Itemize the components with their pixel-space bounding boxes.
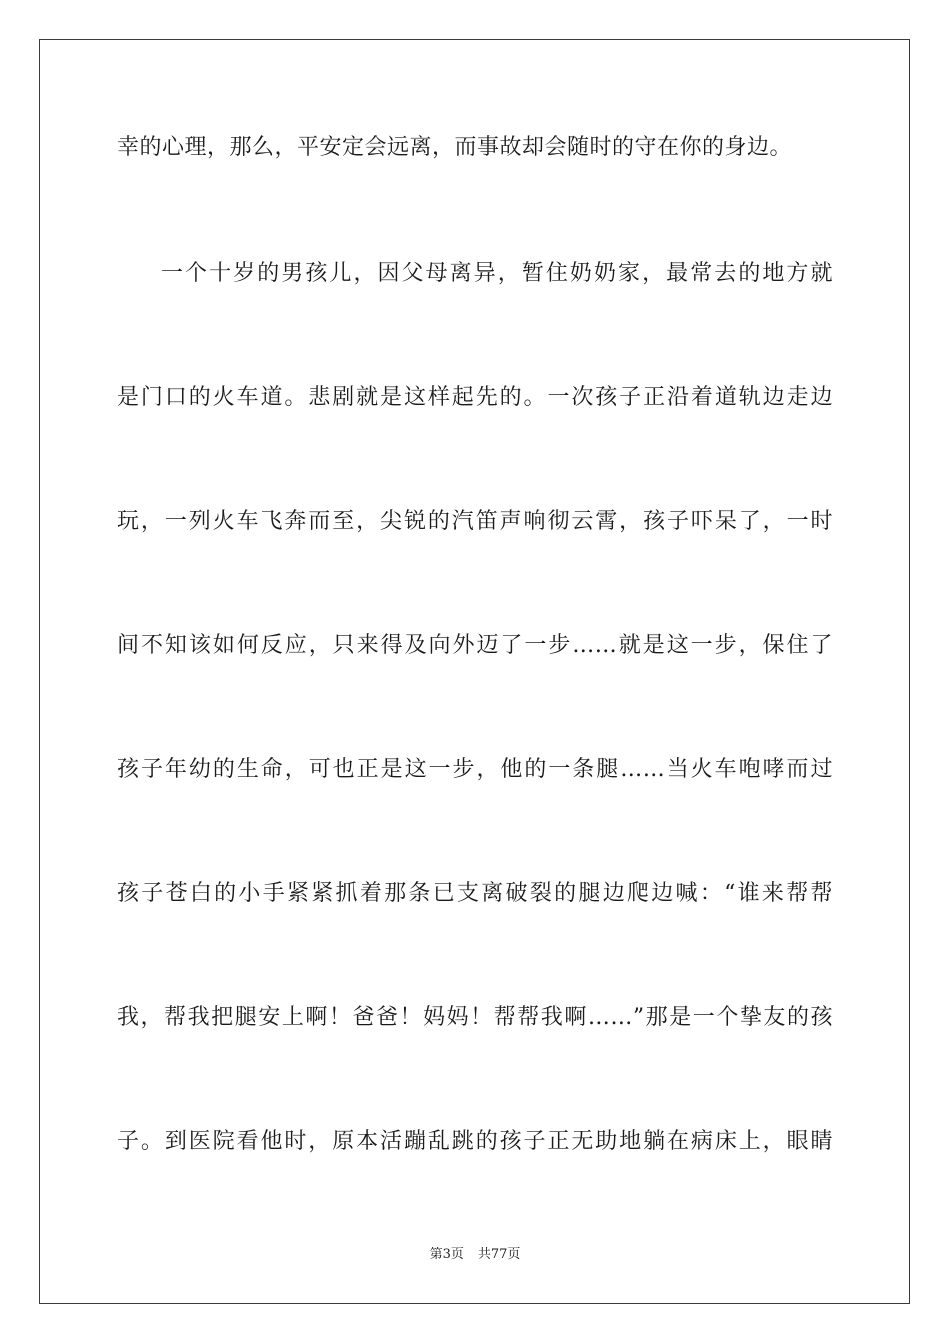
text-line-9: 子。到医院看他时，原本活蹦乱跳的孩子正无助地躺在病床上，眼睛 — [117, 1129, 833, 1154]
text-line-7: 孩子苍白的小手紧紧抓着那条已支离破裂的腿边爬边喊：“谁来帮帮 — [117, 881, 833, 906]
text-line-5: 间不知该如何反应，只来得及向外迈了一步……就是这一步，保住了 — [117, 633, 833, 658]
text-line-6: 孩子年幼的生命，可也正是这一步，他的一条腿……当火车咆哮而过 — [117, 757, 833, 782]
page-total: 共77页 — [477, 1247, 521, 1262]
page-border — [39, 39, 910, 1304]
text-line-3: 是门口的火车道。悲剧就是这样起先的。一次孩子正沿着道轨边走边 — [117, 385, 833, 410]
text-line-4: 玩，一列火车飞奔而至，尖锐的汽笛声响彻云霄，孩子吓呆了，一时 — [117, 509, 833, 534]
page-number: 第3页 — [429, 1247, 464, 1262]
text-line-8: 我，帮我把腿安上啊！爸爸！妈妈！帮帮我啊……”那是一个挚友的孩 — [117, 1005, 833, 1030]
page-footer — [0, 1246, 950, 1264]
text-line-1: 幸的心理，那么，平安定会远离，而事故却会随时的守在你的身边。 — [117, 135, 793, 160]
text-line-2: 一个十岁的男孩儿，因父母离异，暂住奶奶家，最常去的地方就 — [161, 261, 833, 286]
